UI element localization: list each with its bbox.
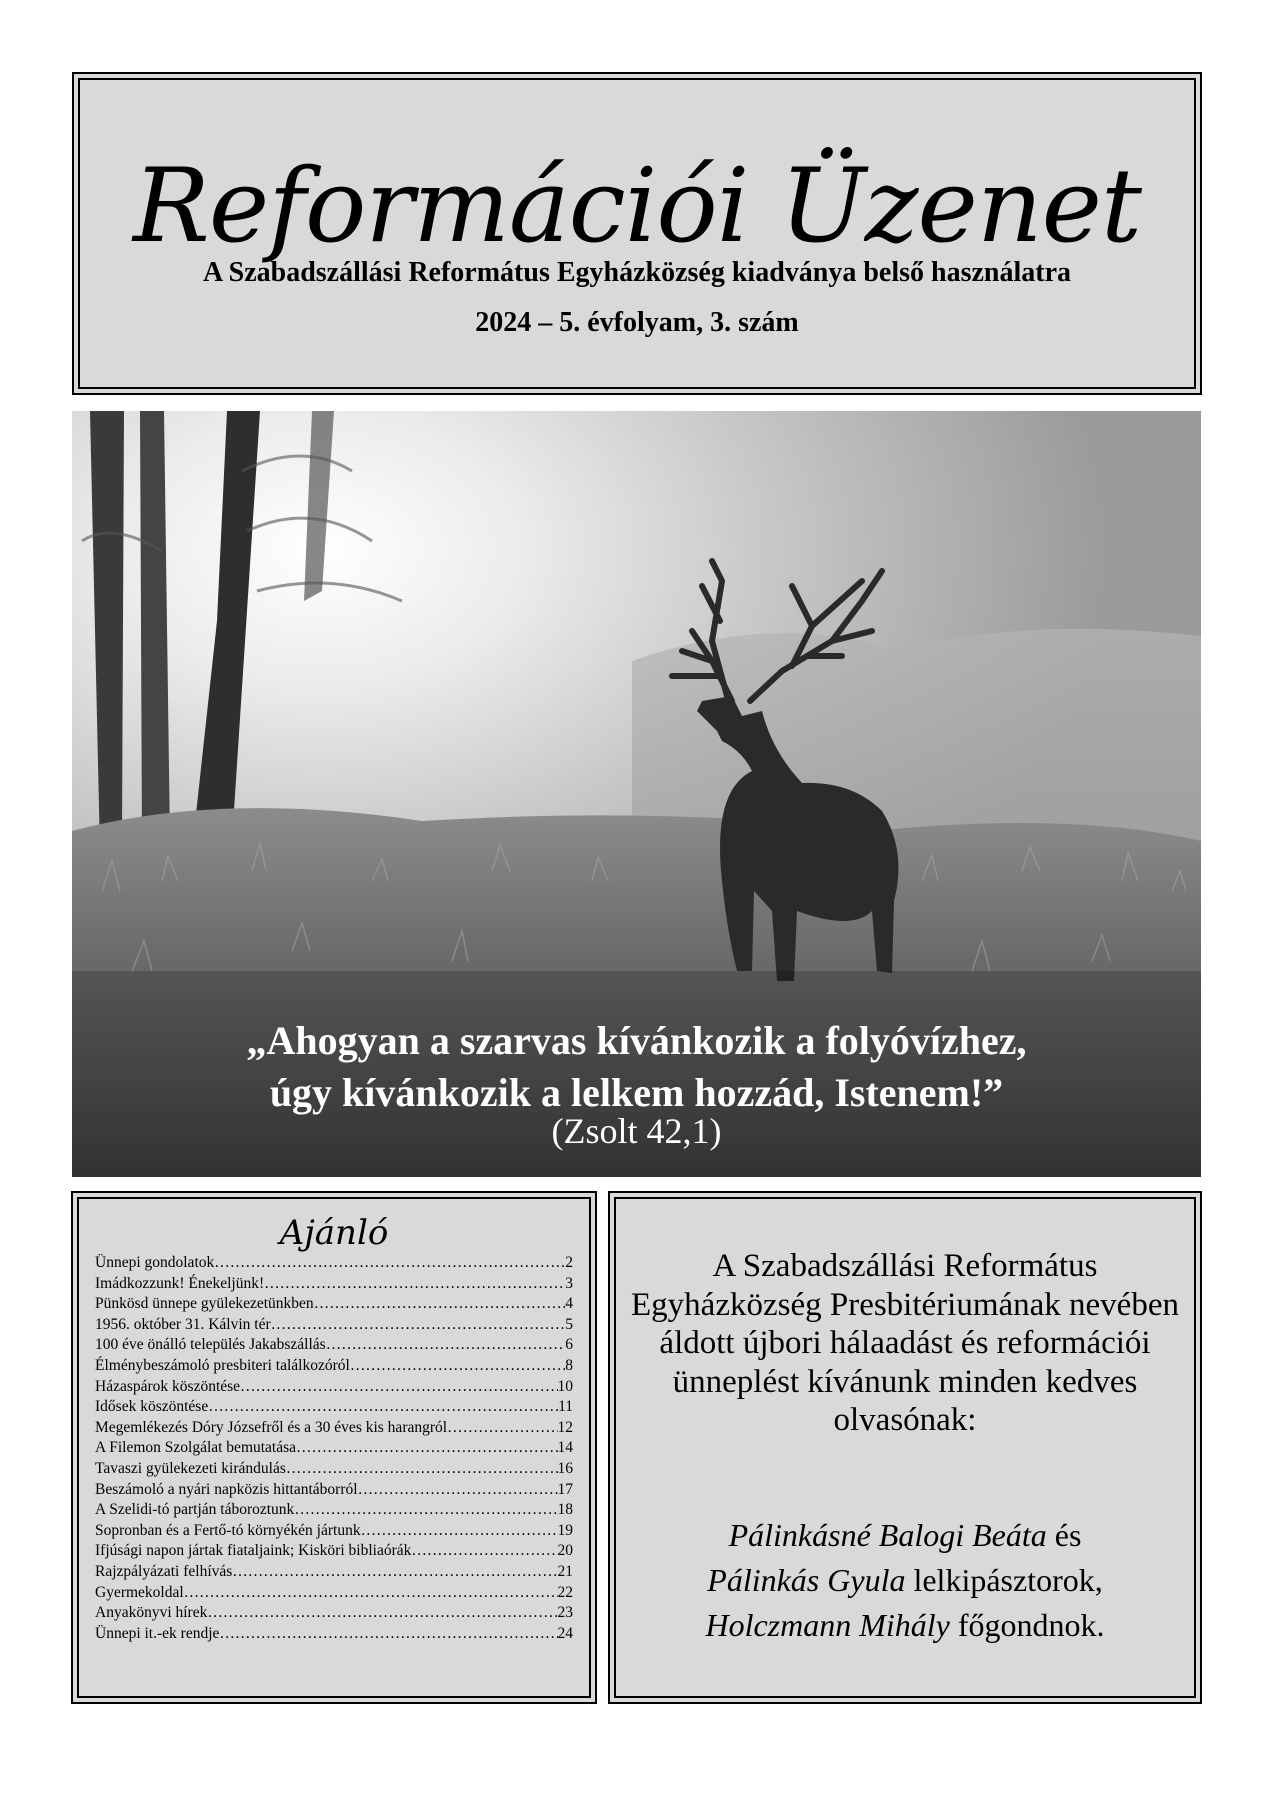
toc-item-page: 6	[565, 1336, 573, 1354]
toc-item	[95, 1315, 573, 1336]
toc-item-label: Sopronban és a Fertő-tó környékén jártunk	[95, 1521, 361, 1539]
toc-item	[95, 1294, 573, 1315]
toc-item-label: A Filemon Szolgálat bemutatása	[95, 1439, 297, 1457]
toc-item-page: 20	[557, 1542, 573, 1560]
toc-item-page: 3	[565, 1274, 573, 1292]
newsletter-title: Reformációi Üzenet	[133, 147, 1141, 266]
toc-item	[95, 1438, 573, 1459]
toc-item-page: 19	[557, 1521, 573, 1539]
issue-info: 2024 – 5. évfolyam, 3. szám	[475, 307, 799, 338]
signer-suffix: lelkipásztorok,	[905, 1562, 1103, 1598]
toc-item-label: 1956. október 31. Kálvin tér	[95, 1315, 271, 1333]
toc-item	[95, 1459, 573, 1480]
masthead-box	[72, 72, 1202, 395]
toc-item-label: Élménybeszámoló presbiteri találkozóról	[95, 1356, 350, 1374]
toc-item-label: Ünnepi it.-ek rendje	[95, 1624, 220, 1642]
signer-name: Pálinkás Gyula	[707, 1562, 906, 1598]
toc-leader-dots	[240, 1377, 557, 1398]
toc-item-label: Ünnepi gondolatok	[95, 1254, 215, 1271]
signers	[624, 1513, 1186, 1648]
toc-leader-dots	[184, 1583, 558, 1604]
table-of-contents	[71, 1191, 597, 1704]
toc-leader-dots	[326, 1335, 566, 1356]
toc-item	[95, 1583, 573, 1604]
toc-item-page: 8	[565, 1356, 573, 1374]
signer-line-1	[624, 1513, 1186, 1558]
toc-item-page: 16	[557, 1459, 573, 1477]
toc-item-label: Anyakönyvi hírek	[95, 1604, 208, 1622]
toc-item	[95, 1562, 573, 1583]
toc-item	[95, 1274, 573, 1295]
toc-item-page: 5	[565, 1315, 573, 1333]
toc-leader-dots	[294, 1500, 557, 1521]
toc-leader-dots	[314, 1294, 566, 1315]
toc-item-page: 10	[557, 1377, 573, 1395]
toc-leader-dots	[208, 1397, 558, 1418]
toc-item-page: 22	[557, 1583, 573, 1601]
toc-leader-dots	[207, 1603, 557, 1624]
quote-reference: (Zsolt 42,1)	[551, 1111, 722, 1151]
signer-line-3	[624, 1603, 1186, 1648]
toc-item	[95, 1500, 573, 1521]
toc-item	[95, 1253, 573, 1274]
toc-item-label: Megemlékezés Dóry Józsefről és a 30 éves kis harangról	[95, 1418, 448, 1436]
signer-name: Pálinkásné Balogi Beáta	[728, 1517, 1047, 1553]
toc-leader-dots	[232, 1562, 557, 1583]
toc-item-label: 100 éve önálló település Jakabszállás	[95, 1336, 326, 1354]
toc-item-label: Pünkösd ünnepe gyülekezetünkben	[95, 1295, 314, 1313]
toc-item	[95, 1603, 573, 1624]
quote-line-1: „Ahogyan a szarvas kívánkozik a folyóvízhez,	[246, 1018, 1027, 1063]
toc-leader-dots	[296, 1438, 557, 1459]
toc-title: Ajánló	[279, 1213, 389, 1253]
toc-item-page: 11	[558, 1398, 573, 1416]
toc-item-label: Imádkozzunk! Énekeljünk!	[95, 1274, 265, 1292]
toc-item-label: Házaspárok köszöntése	[95, 1377, 241, 1395]
toc-item-page: 17	[557, 1480, 573, 1498]
toc-item-page: 24	[557, 1624, 573, 1642]
toc-item-label: Ifjúsági napon jártak fiataljaink; Kisköri bibliaórák	[95, 1542, 412, 1560]
signer-suffix: és	[1046, 1517, 1082, 1553]
toc-leader-dots	[350, 1356, 565, 1377]
toc-item	[95, 1335, 573, 1356]
signer-name: Holczmann Mihály	[705, 1607, 950, 1643]
toc-item	[95, 1418, 573, 1439]
toc-item-label: Rajzpályázati felhívás	[95, 1562, 233, 1580]
toc-leader-dots	[358, 1480, 558, 1501]
toc-leader-dots	[286, 1459, 558, 1480]
toc-leader-dots	[264, 1274, 565, 1295]
toc-leader-dots	[411, 1541, 557, 1562]
toc-leader-dots	[219, 1624, 557, 1645]
toc-item	[95, 1397, 573, 1418]
toc-item-label: A Szelidi-tó partján táboroztunk	[95, 1501, 295, 1519]
toc-list	[95, 1253, 573, 1644]
toc-item-page: 12	[557, 1418, 573, 1436]
toc-item-page: 2	[565, 1254, 573, 1271]
toc-leader-dots	[361, 1521, 558, 1542]
cover-quote	[72, 1015, 1201, 1119]
greeting-text: A Szabadszállási Református Egyházközség Presbitériumának nevében áldott újbori hálaadást és reformációi ünneplést kívánunk minden kedves olvasónak:	[631, 1248, 1179, 1439]
toc-item-label: Idősek köszöntése	[95, 1398, 209, 1416]
quote-line-2: úgy kívánkozik a lelkem hozzád, Istenem!”	[269, 1070, 1004, 1115]
newsletter-subtitle: A Szabadszállási Református Egyházközség kiadványa belső használatra	[202, 257, 1072, 288]
toc-leader-dots	[271, 1315, 566, 1336]
toc-item-label: Tavaszi gyülekezeti kirándulás	[95, 1459, 286, 1477]
signer-suffix: főgondnok.	[949, 1607, 1105, 1643]
toc-item-label: Gyermekoldal	[95, 1583, 184, 1601]
toc-item-label: Beszámoló a nyári napközis hittantáborról	[95, 1480, 358, 1498]
toc-item	[95, 1377, 573, 1398]
cover-photo	[72, 411, 1201, 1177]
toc-item-page: 18	[557, 1501, 573, 1519]
toc-item	[95, 1624, 573, 1645]
toc-item-page: 14	[557, 1439, 573, 1457]
toc-item	[95, 1521, 573, 1542]
toc-item	[95, 1356, 573, 1377]
greeting-box	[608, 1191, 1202, 1704]
toc-item	[95, 1480, 573, 1501]
toc-leader-dots	[214, 1253, 565, 1274]
toc-leader-dots	[447, 1418, 557, 1439]
toc-item-page: 4	[565, 1295, 573, 1313]
signer-line-2	[624, 1558, 1186, 1603]
toc-item-page: 23	[557, 1604, 573, 1622]
toc-item	[95, 1541, 573, 1562]
toc-item-page: 21	[557, 1562, 573, 1580]
